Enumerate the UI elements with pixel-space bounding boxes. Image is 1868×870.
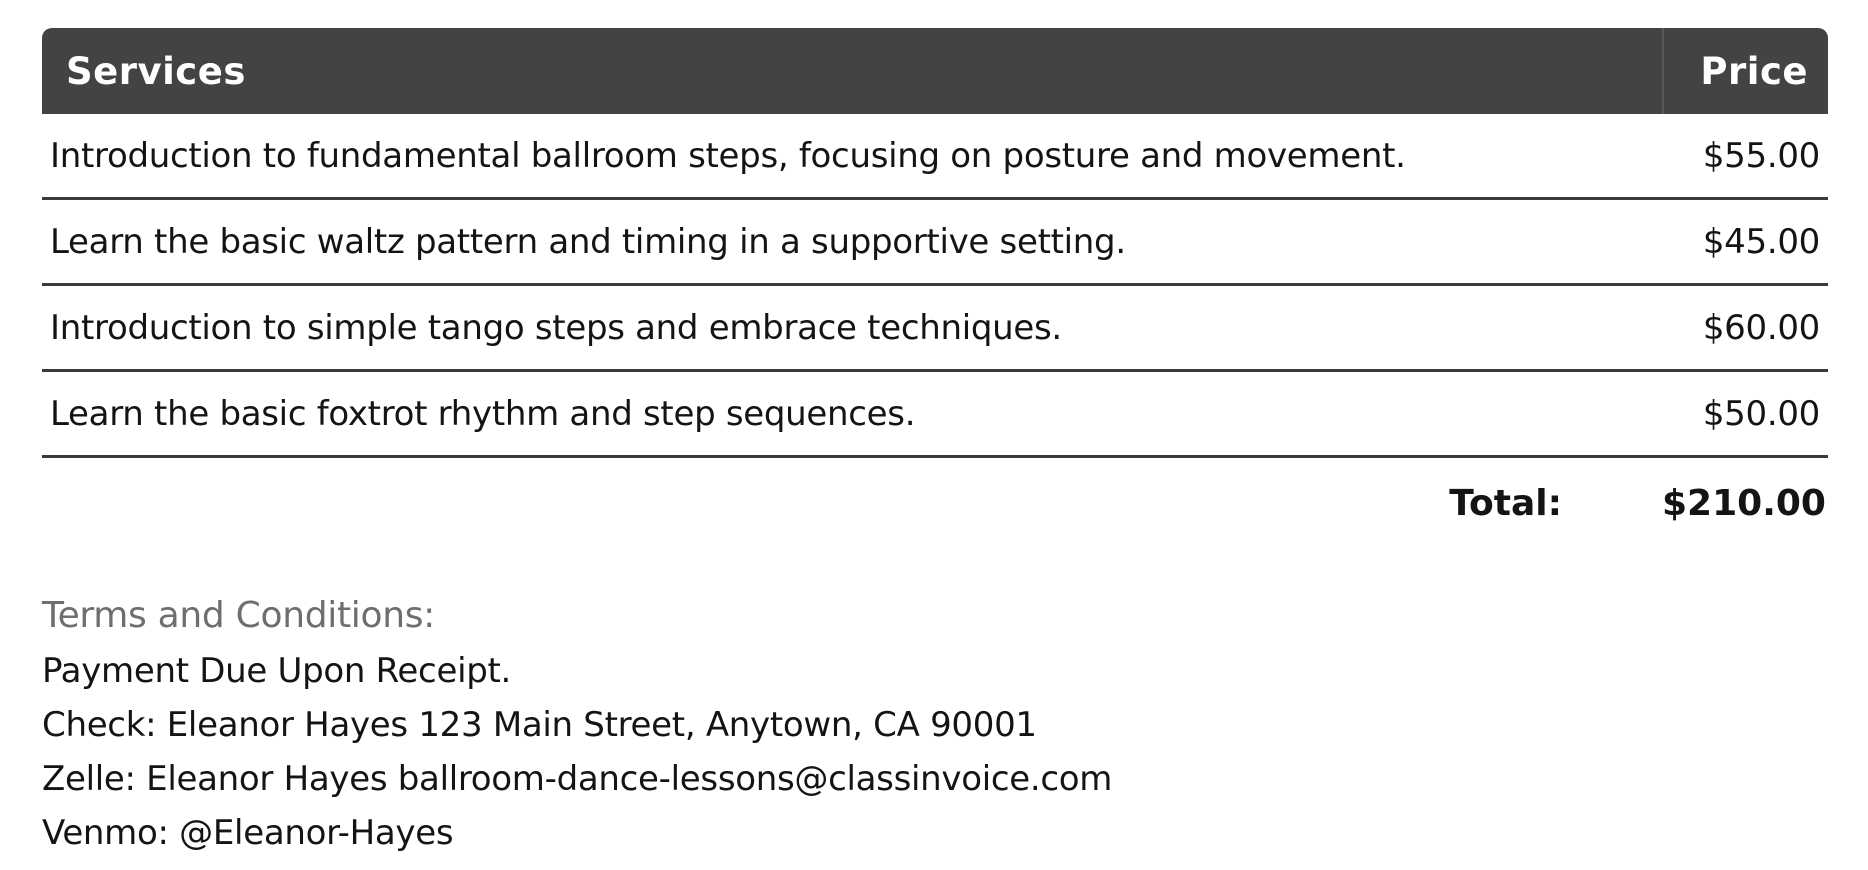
table-row — [42, 114, 1828, 200]
table-row — [42, 286, 1828, 372]
service-price: $60.00 — [1702, 307, 1820, 348]
service-price: $50.00 — [1702, 393, 1820, 434]
total-label: Total: — [1449, 482, 1562, 524]
terms-venmo-info: Venmo: @Eleanor-Hayes — [42, 813, 454, 853]
service-price: $55.00 — [1702, 135, 1820, 176]
table-row — [42, 200, 1828, 286]
terms-heading: Terms and Conditions: — [42, 595, 436, 636]
terms-payment-due: Payment Due Upon Receipt. — [42, 651, 512, 691]
service-description: Introduction to fundamental ballroom steps, focusing on posture and movement. — [50, 135, 1406, 176]
services-column-header: Services — [66, 49, 246, 93]
total-amount: $210.00 — [1662, 482, 1826, 524]
price-column-header: Price — [1662, 28, 1828, 114]
service-description: Learn the basic waltz pattern and timing in a supportive setting. — [50, 221, 1126, 262]
table-row — [42, 372, 1828, 458]
service-price: $45.00 — [1702, 221, 1820, 262]
service-description: Learn the basic foxtrot rhythm and step sequences. — [50, 393, 916, 434]
total-row — [42, 458, 1828, 548]
table-header-row — [42, 28, 1828, 114]
services-table — [42, 28, 1828, 548]
terms-zelle-info: Zelle: Eleanor Hayes ballroom-dance-lessons@classinvoice.com — [42, 759, 1113, 799]
service-description: Introduction to simple tango steps and embrace techniques. — [50, 307, 1062, 348]
terms-check-info: Check: Eleanor Hayes 123 Main Street, Anytown, CA 90001 — [42, 705, 1037, 745]
terms-section — [42, 588, 1828, 860]
